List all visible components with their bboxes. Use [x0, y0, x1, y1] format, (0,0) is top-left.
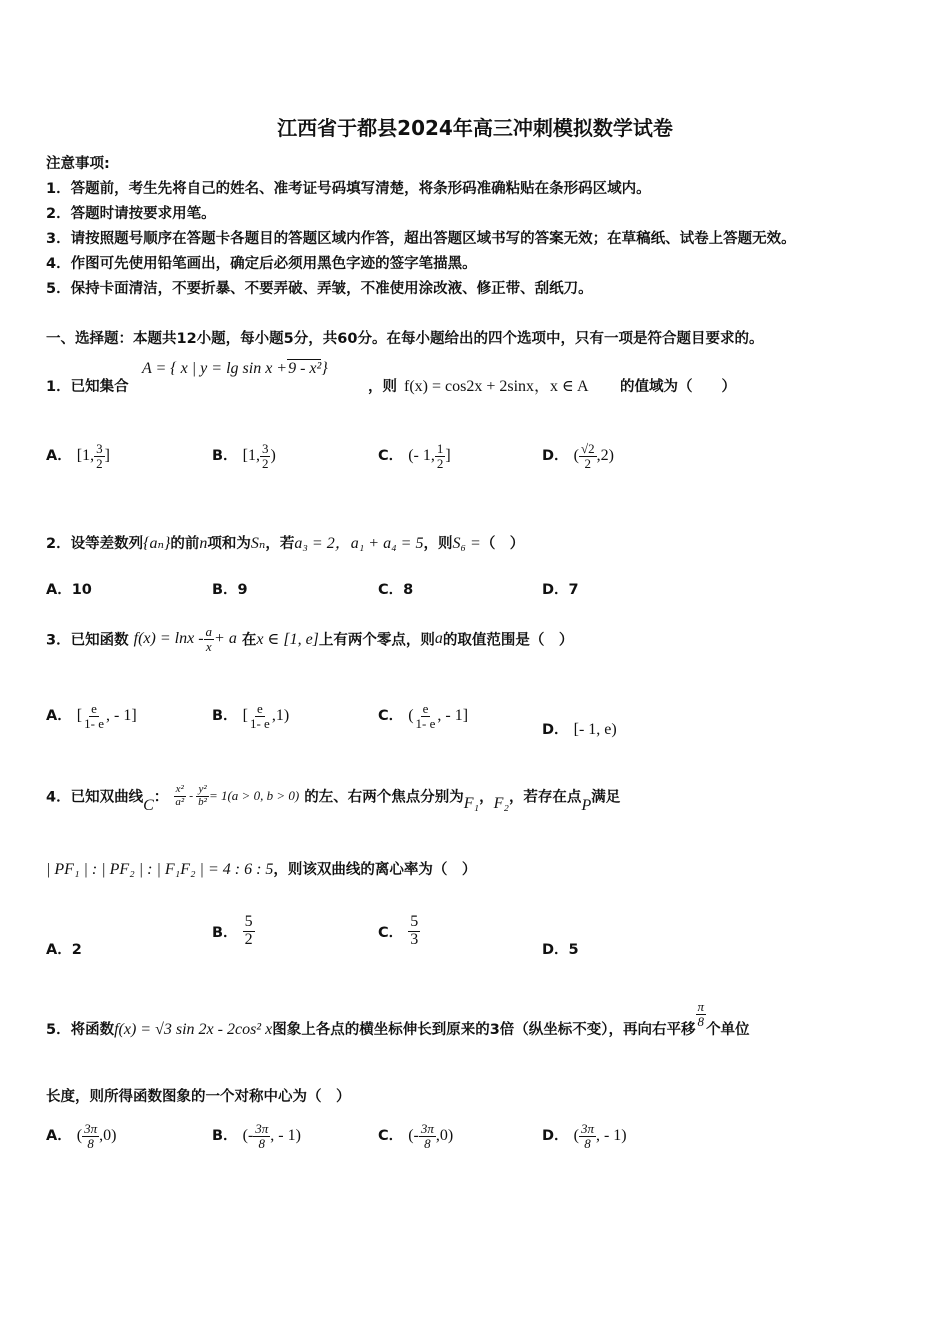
question-number: 2．设等差数列 [46, 536, 144, 552]
fraction [82, 702, 106, 730]
fraction [408, 914, 420, 949]
fraction [435, 442, 446, 470]
option-right: , - 1] [105, 707, 137, 725]
option-label: B． [212, 924, 238, 941]
fraction [579, 1122, 596, 1150]
q1-option-a[interactable] [46, 442, 110, 470]
question-4 [46, 784, 620, 815]
note-item: 5．保持卡面清洁，不要折暴、不要弄破、弄皱，不准使用涂改液、修正带、刮纸刀。 [46, 281, 593, 297]
q5-option-d[interactable] [542, 1122, 627, 1150]
question-1 [46, 375, 129, 396]
text: 个单位 [706, 1022, 750, 1038]
denominator: b² [198, 795, 207, 808]
q2-option-d[interactable]: D．7 [542, 582, 579, 598]
minus: - [186, 788, 197, 803]
fraction [419, 1122, 436, 1150]
set-expr: A = { x | y = lg sin x + [142, 360, 288, 377]
denominator: 8 [87, 1135, 94, 1151]
numerator: 3π [420, 1121, 434, 1136]
text: 项和为 [207, 536, 251, 552]
q2-option-a[interactable]: A．10 [46, 582, 92, 598]
note-item: 4．作图可先使用铅笔画出，确定后必须用黑色字迹的签字笔描黑。 [46, 256, 477, 272]
fraction-y2-b2 [196, 784, 209, 808]
numerator: 3π [255, 1121, 269, 1136]
numerator: 3π [84, 1121, 98, 1136]
option-label: A． [46, 1128, 72, 1145]
question-4-line2 [46, 858, 476, 879]
note-item: 2．答题时请按要求用笔。 [46, 206, 216, 222]
fraction-x2-a2 [173, 784, 186, 808]
denominator: 2 [584, 455, 591, 471]
option-right: ] [104, 447, 110, 465]
q3-option-a[interactable] [46, 702, 137, 730]
fraction [82, 1122, 99, 1150]
ratio: | PF₁ | : | PF₂ | : | F₁F₂ | = 4 : 6 : 5 [46, 861, 274, 878]
q2-option-b[interactable]: B．9 [212, 582, 248, 598]
sqrt-expr: 9 - x² [288, 360, 322, 377]
option-label: D． [542, 448, 569, 465]
option-left: ( [573, 447, 579, 465]
numerator: 1 [436, 441, 444, 456]
numerator: a [205, 624, 213, 639]
numerator: √2 [580, 441, 595, 456]
option-left: ( [573, 1127, 579, 1145]
question-3 [46, 625, 573, 653]
text: ， [479, 789, 494, 806]
numerator: x² [175, 783, 184, 795]
numerator: 5 [244, 913, 253, 930]
option-right: , - 1] [437, 707, 469, 725]
fraction [248, 702, 272, 730]
numerator: e [256, 701, 263, 716]
q5-option-c[interactable] [378, 1122, 453, 1150]
option-right: ,0) [99, 1127, 117, 1145]
denominator: 8 [584, 1135, 591, 1151]
q1-text: ，则 [368, 379, 397, 395]
q4-option-a[interactable]: A．2 [46, 942, 82, 958]
q3-option-b[interactable] [212, 702, 289, 730]
fraction [260, 442, 271, 470]
option-label: C． [378, 708, 404, 725]
var-f2: F₂ [493, 795, 509, 813]
option-right: ,1) [271, 707, 290, 725]
denominator: x [205, 638, 212, 654]
equation-tail: = 1(a > 0, b > 0) [208, 788, 300, 804]
numerator: 3 [261, 441, 269, 456]
option-right: ] [445, 447, 451, 465]
fraction-pi-8 [696, 1000, 707, 1028]
option-left: [1, [76, 447, 95, 465]
q1-option-b[interactable] [212, 442, 276, 470]
option-label: B． [212, 708, 238, 725]
numerator: 3 [96, 441, 103, 456]
option-left: (- [242, 1127, 254, 1145]
denominator: 2 [244, 930, 253, 948]
question-5 [46, 1000, 750, 1039]
fraction [243, 914, 255, 949]
q1-option-c[interactable] [378, 442, 451, 470]
function: f(x) = √3 sin 2x - 2cos² x [114, 1021, 273, 1038]
brace: } [321, 360, 328, 377]
option-right: ,2) [596, 447, 614, 465]
text: 上有两个零点，则 [318, 632, 435, 649]
option-label: C． [378, 924, 404, 941]
option-label: D． [542, 722, 569, 738]
option-right: ) [270, 447, 276, 465]
fraction [253, 1122, 270, 1150]
text: ，若 [265, 536, 295, 552]
text: ，则 [423, 536, 453, 552]
question-number: 1．已知集合 [46, 379, 129, 395]
question-5-line2: 长度，则所得函数图象的一个对称中心为（ ） [46, 1089, 351, 1105]
q3-option-d[interactable] [542, 718, 617, 739]
notes-heading: 注意事项: [46, 156, 110, 172]
text: ： [153, 789, 169, 806]
q3-option-c[interactable] [378, 702, 468, 730]
denominator: 1- e [415, 715, 436, 731]
sequence: {aₙ} [143, 535, 171, 552]
function: + a [214, 630, 237, 648]
option-left: (- 1, [408, 447, 435, 465]
q4-option-b[interactable] [212, 914, 255, 949]
option-label: D． [542, 1128, 569, 1145]
option-right: , - 1) [595, 1127, 627, 1145]
section-heading: 一、选择题：本题共12小题，每小题5分，共60分。在每小题给出的四个选项中，只有一项是符合题目要求的。 [46, 331, 764, 347]
option-label: A． [46, 448, 72, 465]
denominator: 8 [258, 1135, 266, 1151]
q1-set-formula [142, 360, 328, 378]
q4-option-c[interactable] [378, 914, 420, 949]
denominator: 1- e [249, 715, 270, 731]
text: 的左、右两个焦点分别为 [304, 789, 464, 806]
question-number: 3．已知函数 [46, 632, 129, 649]
option-left: [ [242, 707, 248, 725]
fraction [414, 702, 438, 730]
numerator: 3π [580, 1121, 594, 1136]
option-label: A． [46, 708, 72, 725]
domain: x ∈ [1, e] [256, 631, 319, 649]
text: 的取值范围是（ ） [442, 632, 574, 649]
option-right: , - 1) [270, 1127, 301, 1145]
denominator: 8 [697, 1013, 705, 1029]
q1-function: f(x) = cos2x + 2sinx，x ∈ A [404, 378, 589, 395]
option-right: ,0) [435, 1127, 454, 1145]
fraction [204, 625, 215, 653]
numerator: 5 [410, 913, 419, 930]
option-left: [ [76, 707, 83, 725]
q5-option-a[interactable] [46, 1122, 116, 1150]
denominator: 2 [261, 455, 269, 471]
condition: a₃ = 2，a₁ + a₄ = 5 [294, 535, 424, 552]
var-s6: S₆ = [452, 535, 481, 552]
option-label: C． [378, 448, 404, 465]
text: ，若存在点 [508, 789, 582, 806]
var-n: n [199, 535, 208, 552]
denominator: 2 [96, 455, 103, 471]
question-number: 5．将函数 [46, 1022, 115, 1038]
denominator: 1- e [84, 715, 104, 731]
q4-option-d[interactable]: D．5 [542, 942, 579, 958]
text: 在 [241, 632, 257, 649]
q1-end: 的值域为（ ） [620, 379, 736, 395]
fraction [94, 442, 105, 470]
denominator: a² [175, 795, 185, 808]
function: f(x) = lnx - [133, 630, 204, 648]
denominator: 3 [410, 930, 419, 948]
option-left: [1, [242, 447, 260, 465]
numerator: π [697, 999, 705, 1014]
option-label: B． [212, 1128, 238, 1145]
q2-option-c[interactable]: C．8 [378, 582, 414, 598]
option-left: ( [408, 707, 414, 725]
option-left: (- [408, 1127, 419, 1145]
note-item: 1．答题前，考生先将自己的姓名、准考证号码填写清楚，将条形码准确粘贴在条形码区域内。 [46, 181, 651, 197]
question-2 [46, 530, 524, 553]
denominator: 2 [436, 455, 444, 471]
text: ，则该双曲线的离心率为（ ） [273, 862, 477, 878]
page-title: 江西省于都县2024年高三冲刺模拟数学试卷 [277, 116, 673, 140]
text: 满足 [591, 789, 621, 806]
q5-option-b[interactable] [212, 1122, 301, 1150]
var-p: P [581, 797, 592, 815]
numerator: y² [198, 783, 207, 795]
numerator: e [91, 701, 97, 716]
fraction [579, 442, 597, 470]
text: 的前 [170, 536, 200, 552]
text: 图象上各点的横坐标伸长到原来的3倍（纵坐标不变），再向右平移 [272, 1022, 696, 1038]
var-a: a [434, 630, 443, 648]
var-sn: Sₙ [250, 535, 266, 552]
note-item: 3．请按照题号顺序在答题卡各题目的答题区域内作答，超出答题区域书写的答案无效；在草稿纸、试卷上答题无效。 [46, 231, 796, 247]
option-label: B． [212, 448, 238, 465]
question-number: 4．已知双曲线 [46, 789, 144, 806]
q1-option-d[interactable] [542, 442, 614, 470]
var-c: C [143, 797, 154, 815]
numerator: e [422, 701, 429, 716]
var-f1: F₁ [463, 795, 480, 813]
option-label: C． [378, 1128, 404, 1145]
option-left: ( [76, 1127, 83, 1145]
text: （ ） [480, 536, 525, 552]
denominator: 8 [424, 1135, 431, 1151]
option-value: [- 1, e) [573, 721, 617, 738]
